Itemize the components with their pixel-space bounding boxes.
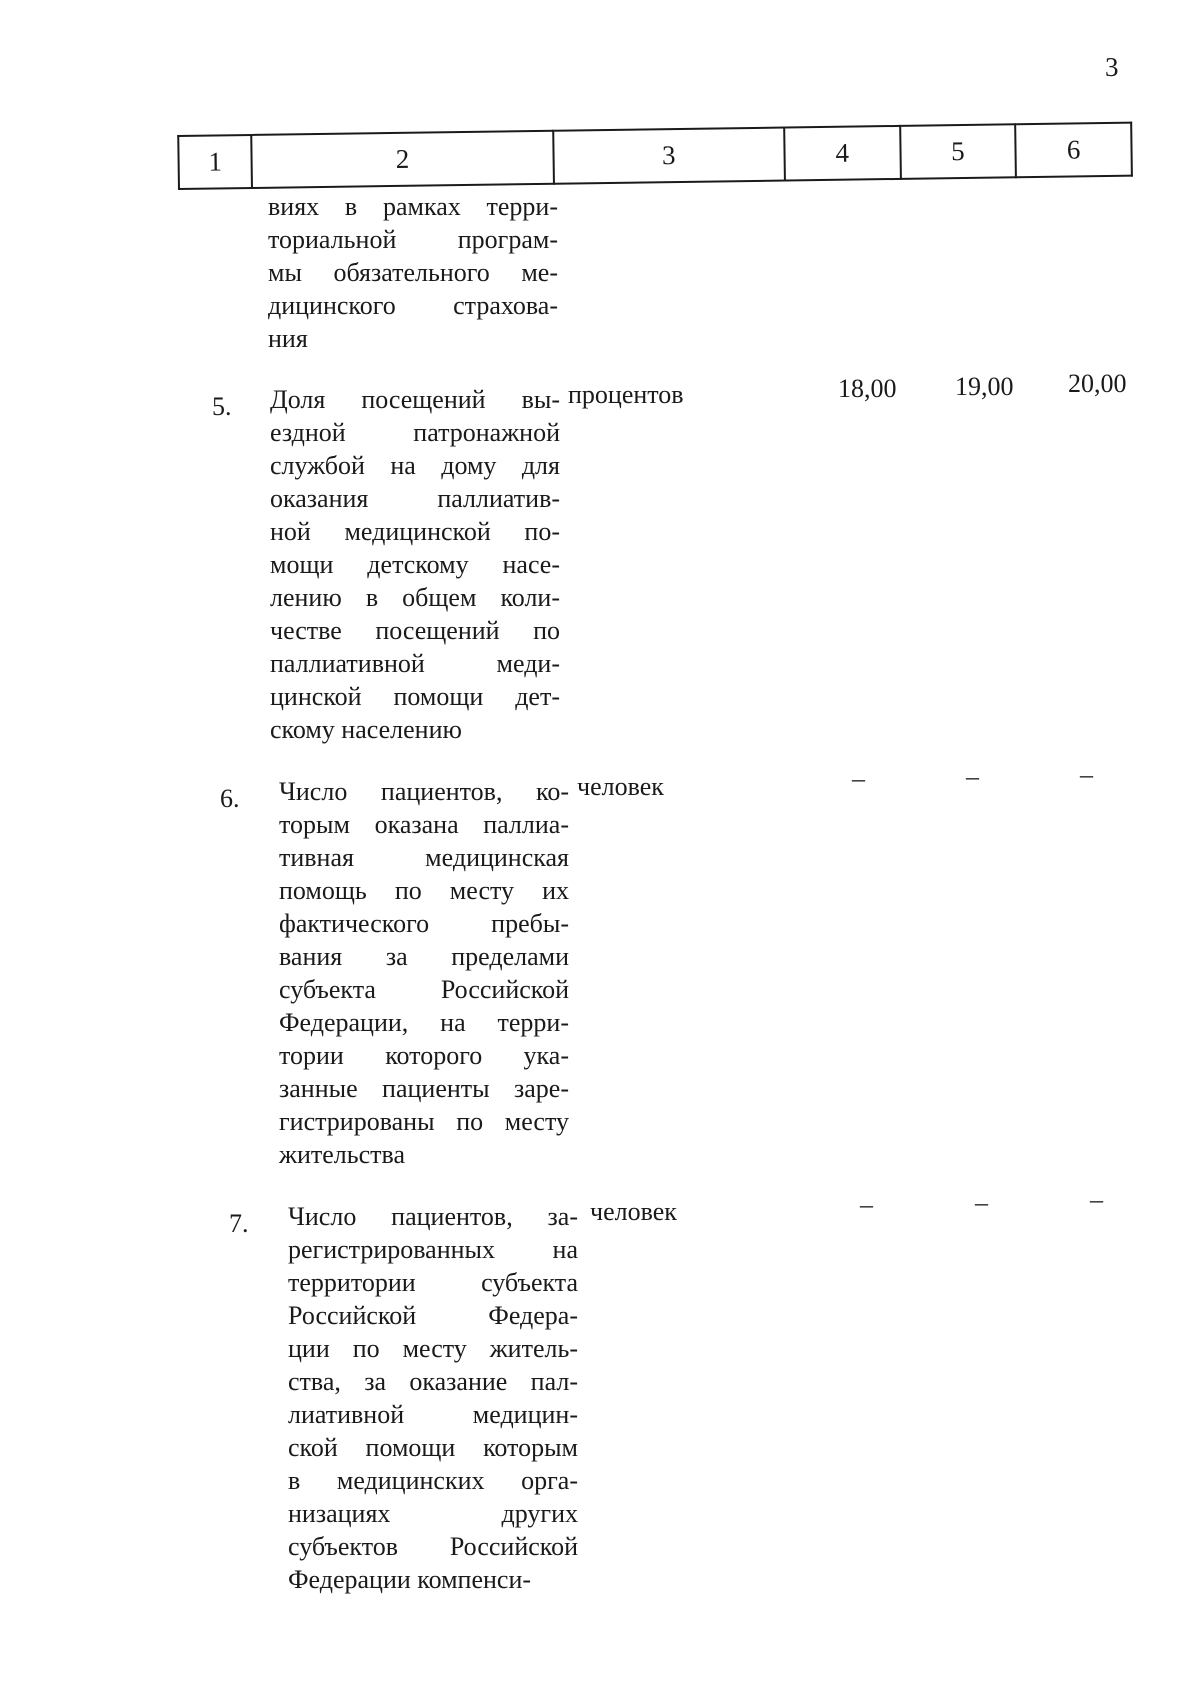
description-line: субъекта Российской <box>279 975 569 1004</box>
description-line: оказания паллиатив- <box>270 484 560 513</box>
row-6-value-5: – <box>966 762 979 791</box>
description-line: скому населению <box>270 715 462 744</box>
row-7-value-4: – <box>860 1190 873 1219</box>
description-line: мощи детскому насе- <box>270 550 560 579</box>
row-5-value-5: 19,00 <box>955 372 1014 401</box>
description-line: честве посещений по <box>270 616 560 645</box>
description-line: Доля посещений вы- <box>270 385 560 414</box>
description-line: ездной патронажной <box>270 418 560 447</box>
row-7-number: 7. <box>229 1209 249 1238</box>
row-5-value-6: 20,00 <box>1068 369 1127 398</box>
description-line: ториальной програм- <box>268 225 558 254</box>
description-line: мы обязательного ме- <box>268 258 558 287</box>
description-line: ния <box>268 324 308 353</box>
description-line: лиативной медицин- <box>288 1400 578 1429</box>
description-line: территории субъекта <box>288 1268 578 1297</box>
row-5-description <box>270 383 560 746</box>
description-line: в медицинских орга- <box>288 1466 578 1495</box>
description-line: ской помощи которым <box>288 1433 578 1462</box>
row-7-unit: человек <box>590 1197 677 1226</box>
description-line: Федерации компенси- <box>288 1565 532 1594</box>
description-line: дицинского страхова- <box>268 291 558 320</box>
description-line: Число пациентов, за- <box>288 1202 578 1231</box>
row-6-value-6: – <box>1080 760 1093 789</box>
description-line: Число пациентов, ко- <box>279 777 569 806</box>
description-line: фактического пребы- <box>279 909 569 938</box>
row-6-unit: человек <box>577 772 664 801</box>
column-header-3: 3 <box>553 128 785 184</box>
row-5-unit: процентов <box>568 380 684 409</box>
row-7-value-6: – <box>1090 1185 1103 1214</box>
description-line: лению в общем коли- <box>270 583 560 612</box>
description-line: жительства <box>279 1140 405 1169</box>
row-5-value-4: 18,00 <box>838 374 897 403</box>
description-line: виях в рамках терри- <box>268 192 558 221</box>
description-line: Федерации, на терри- <box>279 1008 569 1037</box>
column-header-row <box>178 123 1132 189</box>
row-6-description <box>279 775 569 1171</box>
column-header-5: 5 <box>900 124 1016 179</box>
description-line: службой на дому для <box>270 451 560 480</box>
description-line: ства, за оказание пал- <box>288 1367 578 1396</box>
column-header-4: 4 <box>784 126 900 181</box>
description-line: тории которого ука- <box>279 1041 569 1070</box>
row-5-number: 5. <box>212 392 232 421</box>
row-6-number: 6. <box>220 784 240 813</box>
description-line: гистрированы по месту <box>279 1107 569 1136</box>
column-header-6: 6 <box>1015 123 1131 178</box>
description-line: паллиативной меди- <box>270 649 560 678</box>
description-line: ции по месту житель- <box>288 1334 578 1363</box>
row-7-description <box>288 1200 578 1596</box>
description-line: занные пациенты заре- <box>279 1074 569 1103</box>
continuation-description <box>268 190 558 355</box>
description-line: Российской Федера- <box>288 1301 578 1330</box>
description-line: низациях других <box>288 1499 578 1528</box>
column-header-2: 2 <box>251 131 553 188</box>
row-6-value-4: – <box>852 764 865 793</box>
description-line: тивная медицинская <box>279 843 569 872</box>
description-line: регистрированных на <box>288 1235 578 1264</box>
column-header-1: 1 <box>178 135 252 189</box>
page-number: 3 <box>1105 52 1119 82</box>
description-line: вания за пределами <box>279 942 569 971</box>
description-line: помощь по месту их <box>279 876 569 905</box>
description-line: цинской помощи дет- <box>270 682 560 711</box>
description-line: торым оказана паллиа- <box>279 810 569 839</box>
row-7-value-5: – <box>975 1188 988 1217</box>
column-header-table <box>177 122 1133 190</box>
description-line: субъектов Российской <box>288 1532 578 1561</box>
description-line: ной медицинской по- <box>270 517 560 546</box>
